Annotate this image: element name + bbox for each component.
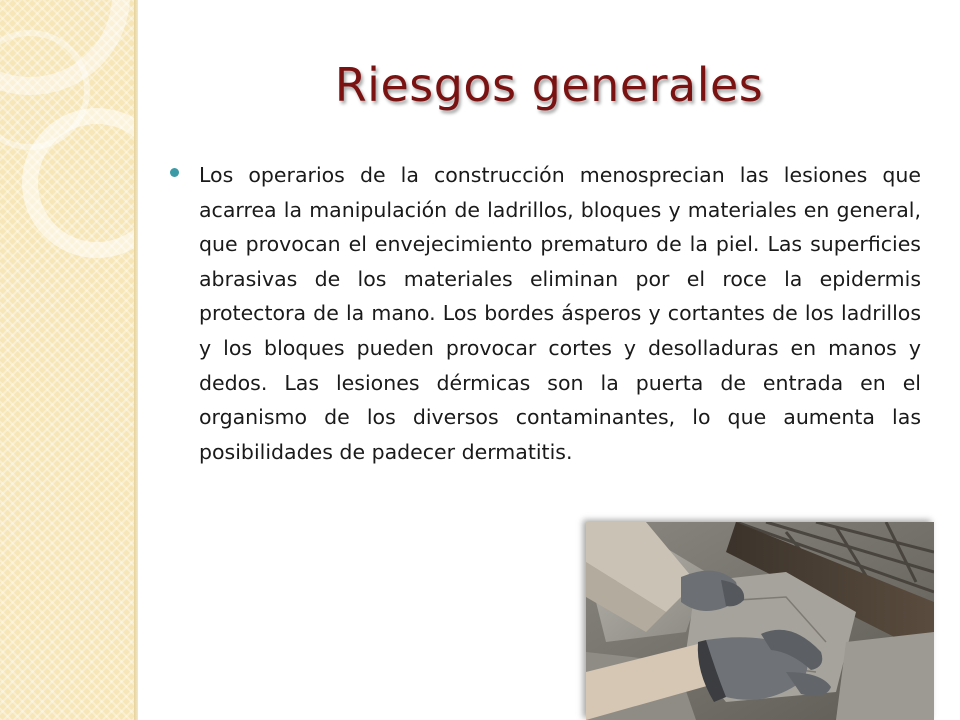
bullet-dot-icon — [170, 168, 179, 177]
construction-photo — [586, 522, 934, 720]
slide-title: Riesgos generales — [334, 58, 764, 112]
bullet-text: Los operarios de la construcción menosprecian las lesiones que acarrea la manipulación de ladrillos, bloques y materiales en general, que provocan el envejecimiento prematuro de la piel. Las superficies abrasivas de los materiales eliminan por el roce la epidermis protectora de la mano. Los bordes ásperos y cortantes de los ladrillos y los bloques pueden provocar cortes y desolladuras en manos y dedos. Las lesiones dérmicas son la puerta de entrada en el organismo de los diversos contaminantes, lo que aumenta las posibilidades de padecer dermatitis. — [199, 163, 921, 464]
decorative-side-panel — [0, 0, 134, 720]
gloved-hands-placing-stone-image — [586, 522, 934, 720]
